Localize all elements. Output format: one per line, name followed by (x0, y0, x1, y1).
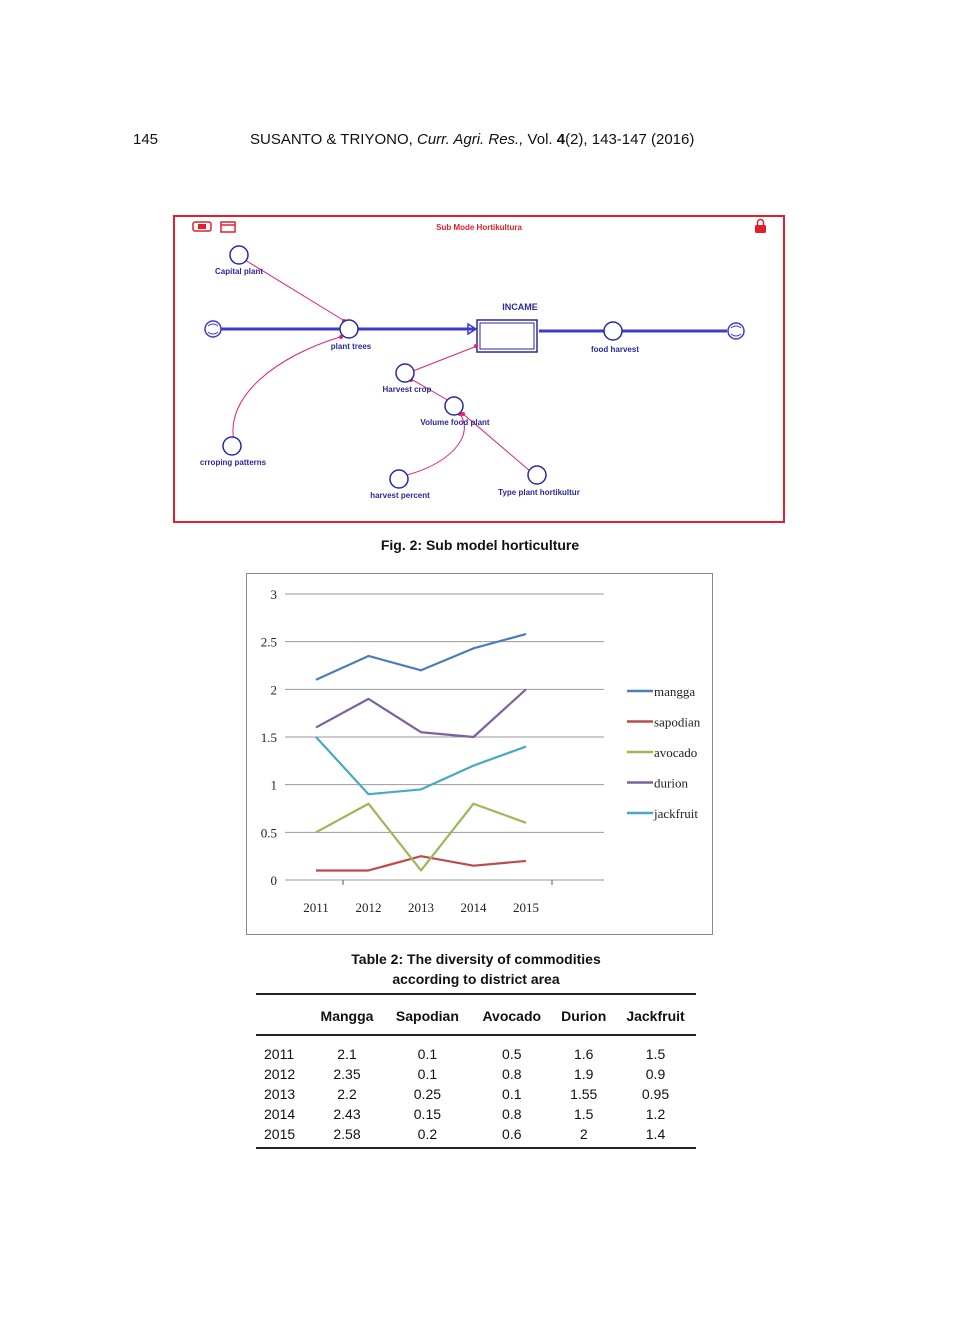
node-cropping-patterns (223, 437, 241, 455)
table-cell: 2.1 (337, 1046, 357, 1062)
node-volume-food-plant (445, 397, 463, 415)
table-caption-line2: according to district area (392, 971, 560, 987)
table-cell: 0.9 (645, 1066, 666, 1082)
label-volume-food-plant: Volume food plant (420, 418, 490, 427)
y-tick-label: 2 (270, 682, 277, 698)
label-cropping-patterns: crroping patterns (199, 458, 267, 467)
commodities-table (256, 993, 696, 1149)
label-plant-trees: plant trees (330, 342, 372, 351)
label-harvest-percent: harvest percent (370, 491, 430, 500)
table-row (256, 1104, 696, 1124)
table-cell: 2 (552, 1124, 615, 1148)
legend-label-avocado: avocado (654, 745, 698, 760)
arrowhead-type (461, 412, 465, 416)
running-head-vol-number: 4 (556, 131, 566, 148)
series-line-jackfruit (316, 737, 526, 794)
toolbar-toggle-icon-fill (198, 224, 206, 229)
window-title: Sub Mode Hortikultura (436, 223, 522, 232)
table-cell: 1.4 (615, 1124, 696, 1148)
table-cell: 2012 (264, 1066, 296, 1082)
label-harvest-crop: Harvest crop (382, 385, 432, 394)
table-row (256, 1084, 696, 1104)
x-tick-label: 2014 (460, 900, 487, 915)
chart-container (246, 573, 713, 935)
table-cell: 1.5 (573, 1106, 594, 1122)
table-row (256, 1035, 696, 1064)
table-cell: 0.15 (413, 1106, 442, 1122)
table-cell: 0.5 (502, 1046, 522, 1062)
table-cell: 2011 (264, 1046, 295, 1062)
table-cell: 1.5 (645, 1046, 666, 1062)
figure-sub-model-diagram (173, 215, 785, 523)
table-cell: 2.2 (337, 1086, 357, 1102)
source-cloud-icon (205, 321, 221, 337)
x-tick-label: 2011 (303, 900, 329, 915)
legend-label-durion: durion (654, 775, 688, 791)
header-durion: Durion (552, 994, 615, 1035)
lock-icon (755, 220, 766, 234)
running-head-issue-pages: (2), 143-147 (2016) (565, 131, 695, 148)
label-food-harvest: food harvest (590, 345, 640, 354)
table-caption-line1: Table 2: The diversity of commodities (351, 951, 601, 967)
x-tick-label: 2013 (408, 900, 434, 915)
y-tick-label: 1.5 (260, 730, 277, 745)
table-cell: 0.95 (641, 1086, 670, 1102)
connector-cropping-to-plant (233, 337, 340, 441)
x-tick-label: 2015 (513, 900, 539, 915)
table-cell: 2.35 (333, 1066, 361, 1082)
node-plant-trees (340, 320, 358, 338)
running-head-journal: Curr. Agri. Res., (416, 131, 524, 148)
table-cell: 0.1 (417, 1046, 438, 1062)
header-jackfruit: Jackfruit (615, 994, 696, 1035)
series-line-avocado (316, 804, 526, 871)
table-cell: 0.8 (502, 1106, 522, 1122)
table-cell: 0.25 (413, 1086, 442, 1102)
label-capital-plant: Capital plant (214, 267, 264, 276)
series-line-sapodian (316, 856, 526, 870)
y-tick-label: 2.5 (260, 634, 277, 650)
table-cell: 2.58 (310, 1124, 383, 1148)
node-capital-plant (230, 246, 248, 264)
running-head-vol-prefix: Vol. (523, 131, 557, 148)
arrowhead-harvest (474, 344, 478, 348)
toolbar-window-icon (221, 222, 235, 232)
sink-cloud-icon (728, 323, 744, 339)
table-cell: 2013 (264, 1086, 296, 1102)
header-year (256, 994, 310, 1035)
diagram-canvas (175, 217, 783, 521)
page-number: 145 (133, 131, 159, 148)
window-toolbar-icons (193, 222, 235, 232)
table-row (256, 1064, 696, 1084)
income-label: INCAME (502, 302, 538, 312)
header-avocado: Avocado (471, 994, 552, 1035)
header-sapodian: Sapodian (384, 994, 471, 1035)
legend-label-sapodian: sapodian (654, 714, 701, 730)
table-row (256, 1124, 696, 1148)
legend-label-mangga: mangga (654, 684, 696, 699)
table-cell: 2.43 (333, 1106, 361, 1122)
node-harvest-percent (390, 470, 408, 488)
table-cell: 0.8 (502, 1066, 522, 1082)
legend-label-jackfruit: jackfruit (654, 806, 699, 821)
node-food-harvest (604, 322, 622, 340)
table-cell: 0.2 (384, 1124, 471, 1148)
x-tick-label: 2012 (355, 900, 382, 915)
table-caption (0, 949, 952, 989)
series-line-mangga (316, 634, 526, 680)
table-cell: 1.55 (570, 1086, 598, 1102)
line-chart (247, 574, 712, 934)
y-tick-label: 0 (270, 873, 277, 888)
table-header-row (256, 994, 696, 1035)
running-head (250, 131, 694, 148)
table-cell: 1.2 (645, 1106, 666, 1122)
y-tick-label: 3 (270, 587, 277, 602)
figure-caption: Fig. 2: Sub model horticulture (380, 537, 580, 553)
table-cell: 1.6 (573, 1046, 594, 1062)
table-cell: 1.9 (573, 1066, 594, 1082)
connector-harvest-to-income (413, 346, 477, 371)
info-connectors (233, 260, 530, 475)
y-tick-label: 0.5 (260, 825, 277, 841)
label-type-plant: Type plant hortikultur (498, 488, 580, 497)
y-tick-label: 1 (270, 777, 277, 793)
table-cell: 0.1 (417, 1066, 438, 1082)
node-harvest-crop (396, 364, 414, 382)
series-line-durion (316, 689, 526, 737)
table-cell: 2014 (264, 1106, 296, 1122)
income-stock (477, 320, 537, 352)
table-cell: 0.6 (471, 1124, 552, 1148)
node-type-plant (528, 466, 546, 484)
header-mangga: Mangga (310, 994, 383, 1035)
table-cell: 2015 (256, 1124, 310, 1148)
running-head-authors: SUSANTO & TRIYONO, (250, 131, 417, 148)
table-cell: 0.1 (502, 1086, 522, 1102)
